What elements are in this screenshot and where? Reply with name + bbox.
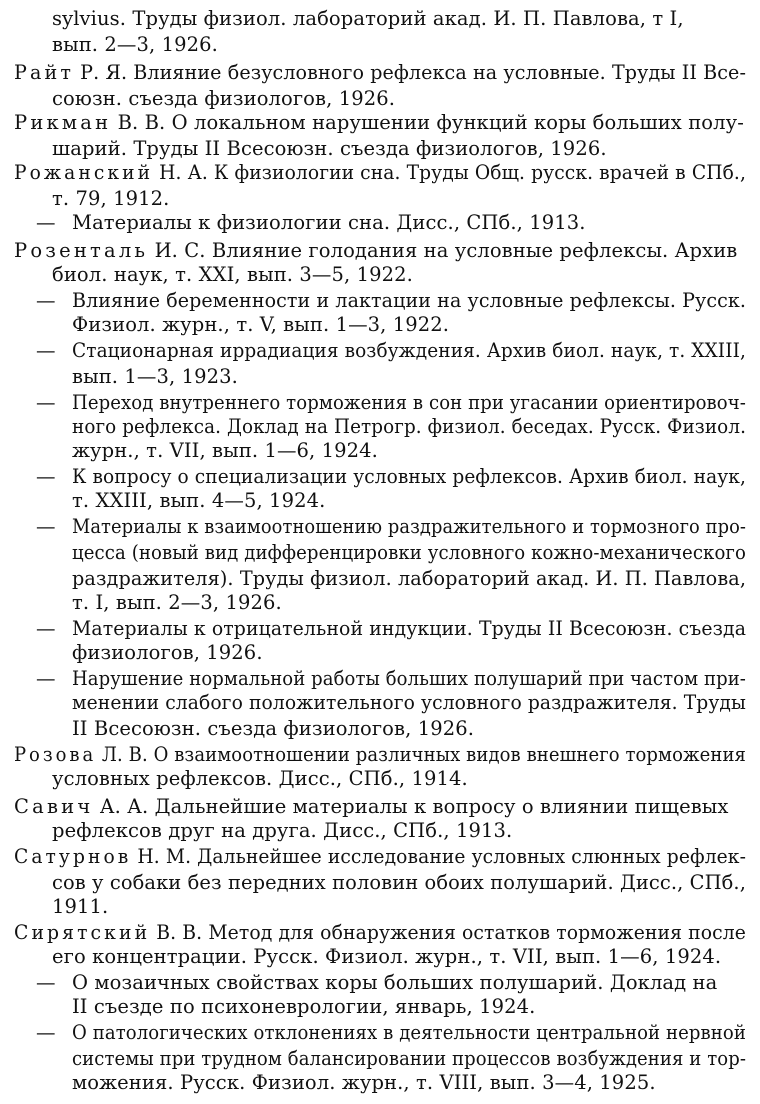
entry-line: Материалы к отрицательной индукции. Труды II Всесоюзн. съезда [72,617,747,640]
entry-line: сов у собаки без передних половин обоих полушарий. Дисс., СПб., [52,871,746,894]
entry-author: Розова [14,743,97,766]
entry-line: Материалы к физиологии сна. Дисс., СПб., 1913. [72,211,586,234]
entry-author: Райт [14,61,75,84]
entry-line: условных рефлексов. Дисс., СПб., 1914. [52,767,468,790]
entry-line: А. А. Дальнейшие материалы к вопросу о влиянии пищевых [93,795,729,818]
entry-first-line [14,794,729,819]
entry-line: менении слабого положительного условного раздражителя. Труды [72,691,747,714]
entry-line: Л. В. О взаимоотношении различных видов внешнего торможения [96,743,747,766]
entry-line: Нарушение нормальной работы больших полушарий при частом при- [72,667,746,690]
entry-author: Савич [14,795,94,818]
entry-author: Рикман [14,111,112,134]
entry-dash: — [36,971,56,994]
entry-line: физиологов, 1926. [72,641,263,664]
entry-line: биол. наук, т. XXI, вып. 3—5, 1922. [52,263,413,286]
entry-line: Материалы к взаимоотношению раздражительного и тормозного про- [72,515,747,538]
entry-line: Р. Я. Влияние безусловного рефлекса на условные. Труды II Все- [74,61,746,84]
entry-first-line [14,60,746,85]
entry-dash: — [36,515,56,538]
entry-line: Физиол. журн., т. V, вып. 1—3, 1922. [72,313,450,336]
entry-first-line [14,742,746,767]
entry-line: О мозаичных свойствах коры больших полушарий. Доклад на [72,971,718,994]
entry-line: ного рефлекса. Доклад на Петрогр. физиол. беседах. Русск. Физиол. [72,415,746,438]
entry-dash: — [36,289,56,312]
entry-first-line [14,920,746,945]
entry-line: И. С. Влияние голодания на условные рефлексы. Архив [148,239,738,262]
entry-dash: — [36,211,56,234]
entry-dash: — [36,465,56,488]
entry-first-line [14,844,746,869]
entry-line: цесса (новый вид дифференцировки условного кожно-механического [72,541,747,564]
entry-author: Рожанский [14,161,154,184]
entry-line: В. В. О локальном нарушении функций коры больших полу- [111,111,744,134]
entry-first-line [14,110,744,135]
entry-line: союзн. съезда физиологов, 1926. [52,87,396,110]
entry-line: Переход внутреннего торможения в сон при угасании ориентировоч- [72,391,746,414]
entry-line: К вопросу о специализации условных рефлексов. Архив биол. наук, [72,465,746,488]
entry-line: Н. А. К физиологии сна. Труды Общ. русск. врачей в СПб., [153,161,746,184]
entry-line: вып. 2—3, 1926. [52,33,218,56]
entry-line: журн., т. VII, вып. 1—6, 1924. [72,439,378,462]
entry-line: т. I, вып. 2—3, 1926. [72,591,282,614]
entry-dash: — [36,391,56,414]
entry-line: т. 79, 1912. [52,187,170,210]
entry-line: т. XXIII, вып. 4—5, 1924. [72,489,326,512]
entry-line: В. В. Метод для обнаружения остатков торможения после [150,921,747,944]
entry-line: II Всесоюзн. съезда физиологов, 1926. [72,717,475,740]
entry-line: II съезде по психоневрологии, январь, 1924. [72,995,536,1018]
entry-dash: — [36,339,56,362]
entry-line: можения. Русск. Физиол. журн., т. VIII, вып. 3—4, 1925. [72,1071,656,1094]
entry-dash: — [36,617,56,640]
entry-first-line [14,160,746,185]
entry-line: вып. 1—3, 1923. [72,365,238,388]
entry-line: рефлексов друг на друга. Дисс., СПб., 1913. [52,819,513,842]
entry-author: Сирятский [14,921,151,944]
entry-author: Сатурнов [14,845,132,868]
entry-line: его концентрации. Русск. Физиол. журн., т. VII, вып. 1—6, 1924. [52,945,722,968]
entry-line: О патологических отклонениях в деятельности центральной нервной [72,1021,746,1044]
entry-dash: — [36,667,56,690]
entry-line: Стационарная иррадиация возбуждения. Архив биол. наук, т. XXIII, [72,339,746,362]
entry-author: Розенталь [14,239,149,262]
entry-line: Н. М. Дальнейшее исследование условных слюнных рефлек- [131,845,746,868]
entry-dash: — [36,1021,56,1044]
entry-line: шарий. Труды II Всесоюзн. съезда физиологов, 1926. [52,137,607,160]
entry-line: раздражителя). Труды физиол. лабораторий акад. И. П. Павлова, [72,567,747,590]
entry-first-line [14,238,737,263]
entry-line: системы при трудном балансировании процессов возбуждения и тор- [72,1047,746,1070]
entry-line: Влияние беременности и лактации на условные рефлексы. Русск. [72,289,747,312]
entry-line: 1911. [52,895,109,918]
entry-line: sylvius. Труды физиол. лабораторий акад. И. П. Павлова, т I, [52,7,684,30]
